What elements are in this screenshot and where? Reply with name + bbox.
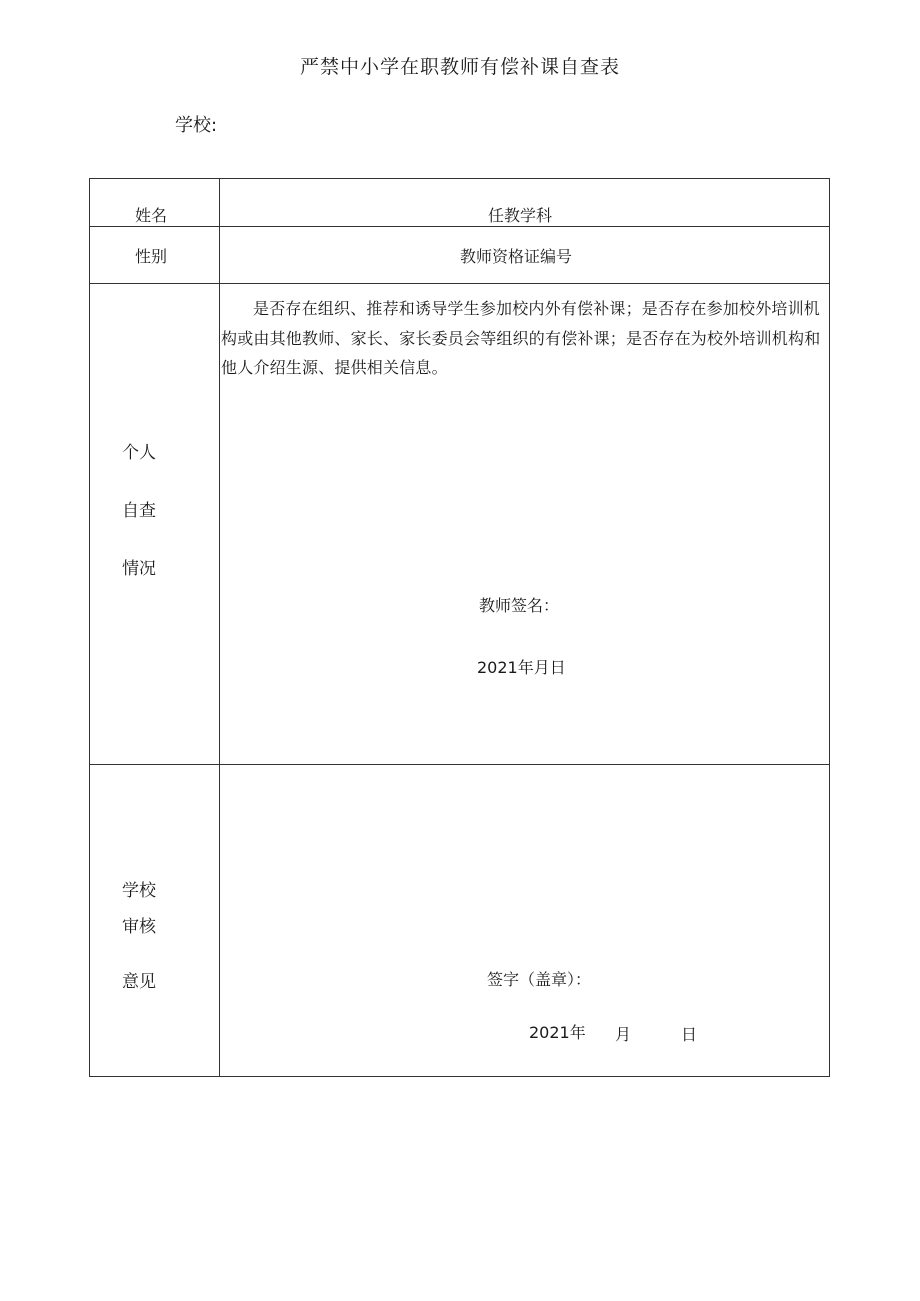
self-check-statement: 是否存在组织、推荐和诱导学生参加校内外有偿补课；是否存在参加校外培训机构或由其他教师、家长、家长委员会等组织的有偿补课；是否存在为校外培训机构和他人介绍生源、提供相关信息。 xyxy=(221,299,821,377)
school-review-date-year: 2021年 xyxy=(529,1023,586,1042)
self-check-label-line-1: 个人 xyxy=(122,443,156,463)
page-title: 严禁中小学在职教师有偿补课自查表 xyxy=(299,56,620,78)
row-divider-3 xyxy=(90,764,829,765)
row-divider-1 xyxy=(90,226,829,227)
teacher-certificate-number-label: 教师资格证编号 xyxy=(460,247,573,266)
column-divider xyxy=(219,179,220,1076)
school-review-date-month: 月 xyxy=(615,1025,632,1044)
school-review-label-line-1: 学校 xyxy=(122,881,156,901)
self-check-label-line-3: 情况 xyxy=(122,559,156,579)
self-check-form-table xyxy=(89,178,830,1077)
school-review-label-line-2: 审核 xyxy=(122,917,156,937)
row-divider-2 xyxy=(90,283,829,284)
school-review-label-line-3: 意见 xyxy=(122,972,156,992)
school-signature-seal-label: 签字（盖章）： xyxy=(487,970,592,989)
school-field-label: 学校: xyxy=(175,115,218,136)
subject-label: 任教学科 xyxy=(488,206,553,225)
teacher-signature-label: 教师签名： xyxy=(479,596,560,615)
name-label: 姓名 xyxy=(135,206,168,225)
teacher-signature-date: 2021年月日 xyxy=(477,658,566,677)
self-check-label-line-2: 自查 xyxy=(122,501,156,521)
school-review-date-day: 日 xyxy=(681,1025,698,1044)
gender-label: 性别 xyxy=(135,247,168,266)
